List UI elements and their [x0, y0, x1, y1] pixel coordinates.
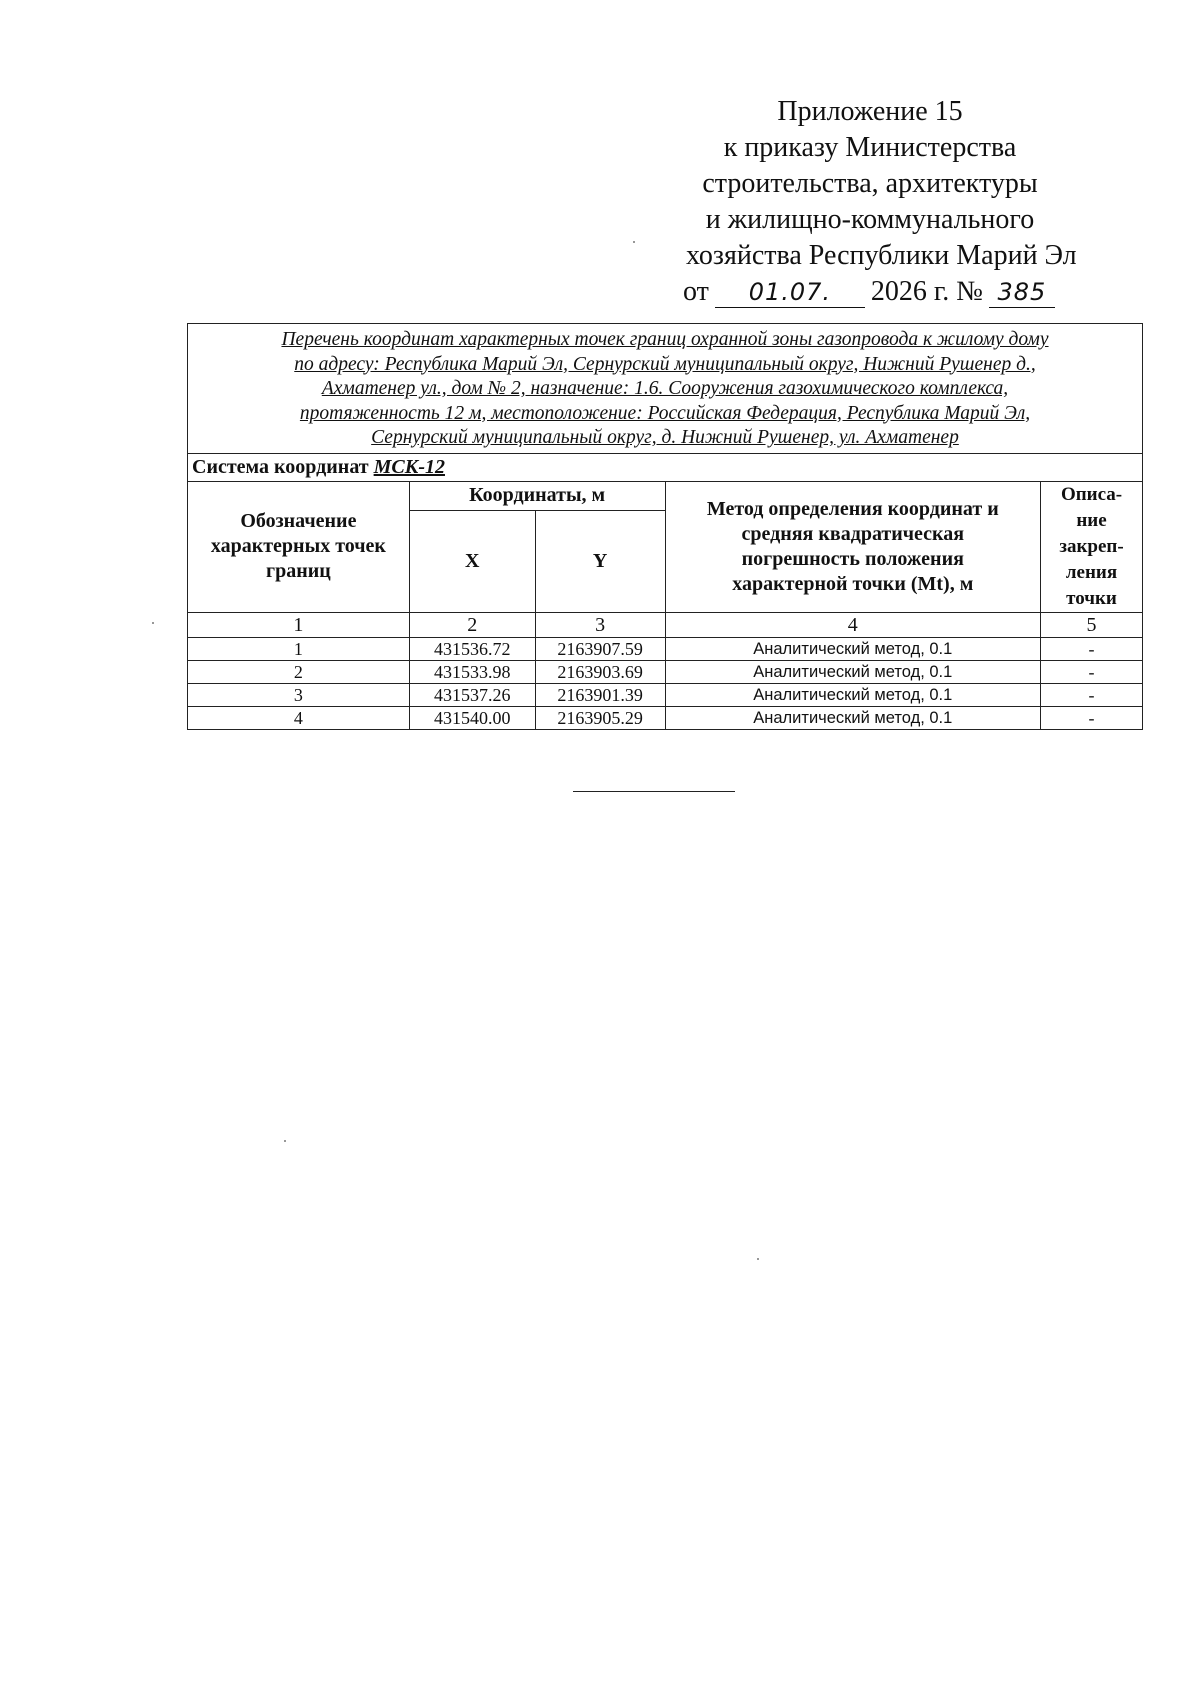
header-point-line-1: Обозначение [240, 510, 357, 532]
method-cell: Аналитический метод, 0.1 [665, 660, 1041, 683]
method-cell: Аналитический метод, 0.1 [665, 683, 1041, 706]
date-prefix: от [683, 276, 709, 307]
header-description [1041, 481, 1143, 612]
scan-speck [633, 241, 635, 243]
appendix-header [683, 94, 1077, 310]
method-cell: Аналитический метод, 0.1 [665, 706, 1041, 729]
appendix-line-2: к приказу Министерства [723, 132, 1017, 163]
y-cell: 2163907.59 [535, 637, 665, 660]
appendix-line-4: и жилищно-коммунального [705, 204, 1035, 235]
y-cell: 2163905.29 [535, 706, 665, 729]
header-desc-line-2: ние [1076, 509, 1107, 531]
header-y: Y [535, 510, 665, 612]
header-method-line-2: средняя квадратическая [741, 522, 965, 545]
header-method [665, 481, 1041, 612]
point-cell: 2 [188, 660, 410, 683]
x-cell: 431533.98 [409, 660, 535, 683]
coordinate-system-code: МСК-12 [373, 455, 445, 478]
column-number-3: 3 [535, 612, 665, 637]
appendix-line-3: строительства, архитектуры [702, 168, 1038, 199]
x-cell: 431537.26 [409, 683, 535, 706]
header-desc-line-1: Описа- [1060, 483, 1123, 505]
point-cell: 1 [188, 637, 410, 660]
method-cell: Аналитический метод, 0.1 [665, 637, 1041, 660]
table-row [188, 660, 1143, 683]
x-cell: 431540.00 [409, 706, 535, 729]
column-number-row [188, 612, 1143, 637]
table-title [188, 324, 1143, 454]
column-number-4: 4 [665, 612, 1041, 637]
title-line-4: протяженность 12 м, местоположение: Российская Федерация, Республика Марий Эл, [299, 402, 1031, 424]
header-coordinates: Координаты, м [409, 481, 665, 510]
description-cell: - [1041, 660, 1143, 683]
scan-speck [284, 1140, 286, 1142]
coordinates-table [187, 323, 1143, 730]
table-row [188, 683, 1143, 706]
description-cell: - [1041, 683, 1143, 706]
appendix-line-1: Приложение 15 [777, 96, 963, 127]
coordinate-system-label: Система координат [192, 455, 369, 478]
header-method-line-1: Метод определения координат и [706, 497, 999, 520]
table-row [188, 706, 1143, 729]
title-line-1: Перечень координат характерных точек границ охранной зоны газопровода к жилому дому [281, 329, 1049, 350]
table-row [188, 637, 1143, 660]
x-cell: 431536.72 [409, 637, 535, 660]
closing-rule [573, 791, 735, 792]
header-method-line-4: характерной точки (Mt), м [732, 572, 974, 595]
coordinate-system-row [188, 453, 1143, 481]
scan-speck [152, 622, 154, 624]
header-point-designation [188, 481, 410, 612]
order-date-handwritten: 01.07. [715, 277, 865, 308]
header-desc-line-4: ления [1065, 561, 1118, 583]
description-cell: - [1041, 706, 1143, 729]
header-method-line-3: погрешность положения [741, 547, 964, 570]
column-number-5: 5 [1041, 612, 1143, 637]
title-line-5: Сернурский муниципальный округ, д. Нижний Рушенер, ул. Ахматенер [371, 427, 959, 448]
column-number-1: 1 [188, 612, 410, 637]
point-cell: 3 [188, 683, 410, 706]
header-row-1 [188, 481, 1143, 510]
table-title-row [188, 324, 1143, 454]
y-cell: 2163903.69 [535, 660, 665, 683]
header-point-line-3: границ [265, 560, 331, 582]
appendix-line-5: хозяйства Республики Марий Эл [686, 240, 1077, 271]
header-point-line-2: характерных точек [210, 535, 386, 557]
header-desc-line-5: точки [1066, 587, 1117, 609]
order-number-handwritten: 385 [989, 277, 1055, 308]
year-text: 2026 г. № [870, 276, 983, 307]
title-line-3: Ахматенер ул., дом № 2, назначение: 1.6. Сооружения газохимического комплекса, [321, 378, 1009, 399]
column-number-2: 2 [409, 612, 535, 637]
header-desc-line-3: закреп- [1059, 535, 1124, 557]
point-cell: 4 [188, 706, 410, 729]
scan-speck [757, 1258, 759, 1260]
order-date-line [683, 274, 1054, 310]
title-line-2: по адресу: Республика Марий Эл, Сернурский муниципальный округ, Нижний Рушенер д., [294, 353, 1036, 375]
coordinate-system-cell [188, 453, 1143, 481]
y-cell: 2163901.39 [535, 683, 665, 706]
description-cell: - [1041, 637, 1143, 660]
header-x: X [409, 510, 535, 612]
